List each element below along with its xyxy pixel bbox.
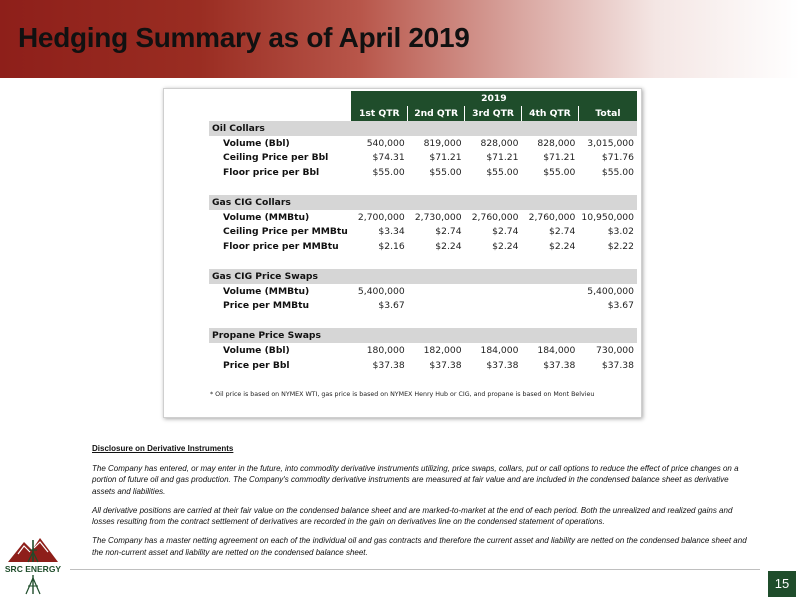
logo-text: SRC ENERGY (4, 564, 62, 574)
spacer-row (209, 313, 637, 328)
table-cell: 2,730,000 (414, 211, 462, 223)
table-cell: 184,000 (480, 344, 519, 356)
table-row (209, 136, 637, 151)
table-cell: 3,015,000 (587, 137, 634, 149)
table-cell: $2.16 (378, 241, 405, 253)
table-row (209, 225, 637, 240)
table-cell: 5,400,000 (587, 285, 634, 297)
row-label: Price per Bbl (223, 359, 290, 371)
table-cell: $37.38 (486, 359, 519, 371)
table-cell: $2.74 (549, 226, 576, 238)
table-cell: $37.38 (429, 359, 462, 371)
page-number: 15 (768, 571, 796, 597)
section-header: Gas CIG Price Swaps (209, 269, 637, 284)
table-cell (408, 299, 465, 314)
disclosure-paragraph: The Company has a master netting agreement on each of the individual oil and gas contracts and therefore the current asset and liability are netted on the condensed balance sheet and the non-current asset and liability are netted on the condensed balance sheet. (92, 536, 747, 557)
table-row (209, 239, 637, 254)
spacer-row (209, 180, 637, 195)
table-cell: $71.76 (601, 152, 634, 164)
table-cell: $55.00 (486, 167, 519, 179)
table-cell: 828,000 (480, 137, 519, 149)
column-header-total: Total (578, 106, 637, 121)
table-cell (408, 284, 465, 299)
table-cell: 2,700,000 (357, 211, 405, 223)
table-cell: $37.38 (372, 359, 405, 371)
row-label: Floor price per MMBtu (223, 241, 339, 253)
table-cell: $71.21 (486, 152, 519, 164)
table-cell: $3.02 (607, 226, 634, 238)
table-cell: $71.21 (429, 152, 462, 164)
table-row (209, 151, 637, 166)
table-cell: $55.00 (601, 167, 634, 179)
table-cell (521, 299, 578, 314)
table-cell: 180,000 (366, 344, 405, 356)
row-label: Volume (Bbl) (223, 137, 290, 149)
column-header-q1: 1st QTR (351, 106, 408, 121)
src-energy-logo (4, 532, 62, 596)
column-header-q3: 3rd QTR (465, 106, 522, 121)
table-cell: 819,000 (423, 137, 462, 149)
section-header-row (209, 328, 637, 343)
table-cell: $71.21 (543, 152, 576, 164)
section-header-row (209, 195, 637, 210)
table-cell: $3.67 (607, 300, 634, 312)
section-header: Gas CIG Collars (209, 195, 637, 210)
disclosure-title: Disclosure on Derivative Instruments (92, 444, 234, 453)
table-cell: $2.24 (549, 241, 576, 253)
table-cell: 540,000 (366, 137, 405, 149)
table-cell: $55.00 (543, 167, 576, 179)
table-cell: 2,760,000 (471, 211, 519, 223)
footer-divider (70, 569, 760, 570)
section-header: Propane Price Swaps (209, 328, 637, 343)
row-label: Ceiling Price per Bbl (223, 152, 329, 164)
table-footnote: * Oil price is based on NYMEX WTI, gas price is based on NYMEX Henry Hub or CIG, and propane is based on Mont Belvieu (210, 391, 595, 398)
table-cell (465, 284, 522, 299)
year-header: 2019 (351, 91, 637, 106)
table-cell: 2,760,000 (528, 211, 576, 223)
table-cell: $2.24 (492, 241, 519, 253)
table-cell: 10,950,000 (581, 211, 634, 223)
row-label: Price per MMBtu (223, 300, 310, 312)
table-cell: $37.38 (601, 359, 634, 371)
table-cell: 730,000 (596, 344, 634, 356)
table-cell: $74.31 (372, 152, 405, 164)
table-row (209, 343, 637, 358)
table-cell (465, 299, 522, 314)
column-header-q2: 2nd QTR (408, 106, 465, 121)
table-row (209, 210, 637, 225)
table-row (209, 358, 637, 373)
table-cell: 828,000 (537, 137, 576, 149)
table-cell: $55.00 (429, 167, 462, 179)
row-label: Volume (MMBtu) (223, 285, 310, 297)
row-label: Floor price per Bbl (223, 167, 320, 179)
hedging-table (209, 91, 637, 373)
column-header-q4: 4th QTR (521, 106, 578, 121)
section-header-row (209, 121, 637, 136)
table-cell: 5,400,000 (357, 285, 405, 297)
table-cell: $2.24 (435, 241, 462, 253)
table-cell: $3.34 (378, 226, 405, 238)
hedging-table-panel (163, 88, 642, 418)
disclosure-section (92, 444, 752, 566)
table-cell (521, 284, 578, 299)
table-cell: $2.22 (607, 241, 634, 253)
page-title: Hedging Summary as of April 2019 (18, 22, 470, 53)
table-cell: 184,000 (537, 344, 576, 356)
row-label: Ceiling Price per MMBtu (223, 226, 348, 238)
column-header-row (209, 106, 637, 121)
table-cell: $55.00 (372, 167, 405, 179)
section-header: Oil Collars (209, 121, 637, 136)
disclosure-paragraph: The Company has entered, or may enter in the future, into commodity derivative instruments utilizing, price swaps, collars, put or call options to reduce the effect of price changes on a portion of future oil and gas production. The Company's commodity derivative instruments are measured at fair value and are included in the condensed balance sheet as derivative assets and liabilities. (92, 464, 739, 496)
table-cell: 182,000 (423, 344, 462, 356)
table-row (209, 284, 637, 299)
disclosure-paragraph: All derivative positions are carried at their fair value on the condensed balance sheet and are marked-to-market at the end of each period. Both the unrealized and realized gains and losses resulting from the contract settlement of derivatives are recorded in the gain on derivatives line on the condensed statement of operations. (92, 505, 733, 527)
table-row (209, 165, 637, 180)
table-cell: $37.38 (543, 359, 576, 371)
section-header-row (209, 269, 637, 284)
row-label: Volume (Bbl) (223, 344, 290, 356)
year-header-row (209, 91, 637, 106)
table-cell: $2.74 (492, 226, 519, 238)
table-cell: $3.67 (378, 300, 405, 312)
table-cell: $2.74 (435, 226, 462, 238)
table-row (209, 299, 637, 314)
spacer-row (209, 254, 637, 269)
row-label: Volume (MMBtu) (223, 211, 310, 223)
